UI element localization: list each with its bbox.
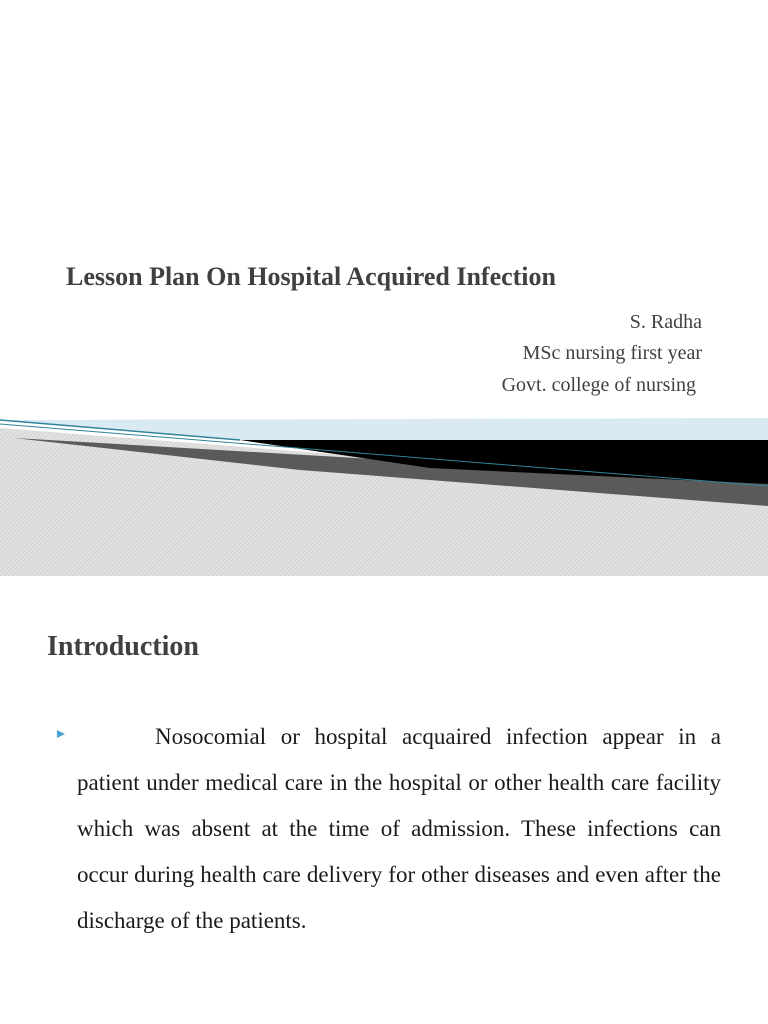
author-course: MSc nursing first year: [522, 342, 702, 364]
triangle-bullet-icon: [56, 729, 66, 739]
introduction-slide: [0, 576, 768, 1024]
section-heading: Introduction: [47, 631, 199, 662]
decorative-wave-band: [0, 410, 768, 576]
bullet-paragraph: Nosocomial or hospital acquaired infection appear in a patient under medical care in the hospital or other health care facility which was absent at the time of admission. These infections can occur during health care delivery for other diseases and even after the discharge of the patients.: [77, 724, 721, 933]
slide-title: Lesson Plan On Hospital Acquired Infection: [66, 262, 556, 291]
author-name: S. Radha: [629, 311, 702, 333]
author-institution: Govt. college of nursing: [501, 374, 696, 396]
